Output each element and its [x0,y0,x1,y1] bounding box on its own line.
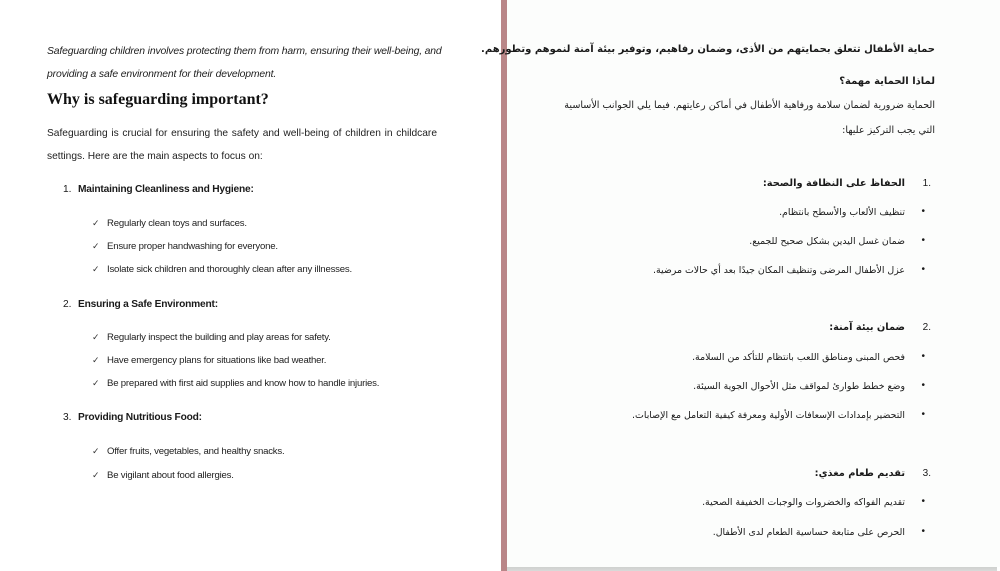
bullet-icon: • [921,351,925,362]
checkmark-icon: ✓ [92,446,100,456]
list-section-title: 3. Providing Nutritious Food: [63,412,202,423]
list-item: ✓ Offer fruits, vegetables, and healthy snacks. [92,446,285,457]
list-item-ar: • فحص المبنى ومناطق اللعب بانتظام للتأكد من السلامة. [692,351,925,363]
list-item: ✓ Be vigilant about food allergies. [92,470,234,481]
intro-paragraph: Safeguarding children involves protecting them from harm, ensuring their well-being, and providing a safe environment for their development. [47,46,442,80]
list-item: ✓ Have emergency plans for situations like bad weather. [92,355,327,366]
list-section-title-ar: 1. الحفاظ على النظافة والصحة: [762,178,931,189]
checkmark-icon: ✓ [92,241,100,251]
list-number: 2. [922,322,931,333]
list-number: 1. [922,178,931,189]
list-item-ar: • عزل الأطفال المرضى وتنظيف المكان جيدًا بعد أي حالات مرضية. [653,264,925,276]
intro-paragraph-ar: حماية الأطفال تتعلق بحمايتهم من الأذى، وضمان رفاهيم، وتوفير بيئة آمنة لنموهم وتطورهم. [481,44,935,55]
list-item: ✓ Regularly inspect the building and play areas for safety. [92,332,331,343]
list-item: ✓ Ensure proper handwashing for everyone. [92,241,278,252]
bullet-icon: • [921,206,925,217]
list-number: 2. [63,299,72,310]
list-item: ✓ Be prepared with first aid supplies and know how to handle injuries. [92,378,380,389]
bullet-icon: • [921,264,925,275]
bullet-icon: • [921,235,925,246]
list-section-title-ar: 2. ضمان بيئة آمنة: [829,322,931,333]
checkmark-icon: ✓ [92,264,100,274]
list-number: 3. [63,412,72,423]
list-item-ar: • التحضير بإمدادات الإسعافات الأولية ومعرفة كيفية التعامل مع الإصابات. [632,409,925,421]
arabic-page [481,0,1000,567]
list-number: 1. [63,184,72,195]
page-bottom-shadow [507,567,997,571]
checkmark-icon: ✓ [92,218,100,228]
bullet-icon: • [921,526,925,537]
list-item-ar: • تقديم الفواكه والخضروات والوجبات الخفيفة الصحية. [702,496,925,508]
list-item-ar: • تنظيف الألعاب والأسطح بانتظام. [779,206,925,218]
list-section-title: 1. Maintaining Cleanliness and Hygiene: [63,184,254,195]
list-section-title-ar: 3. تقديم طعام مغذي: [814,468,931,479]
list-section-title: 2. Ensuring a Safe Environment: [63,299,218,310]
list-item: ✓ Regularly clean toys and surfaces. [92,218,247,229]
list-item-ar: • ضمان غسل اليدين بشكل صحيح للجميع. [749,235,925,247]
list-item-ar: • وضع خطط طوارئ لمواقف مثل الأحوال الجوية السيئة. [693,380,925,392]
body-paragraph: Safeguarding is crucial for ensuring the safety and well-being of children in childcare settings. Here are the main aspects to focus on: [47,128,437,162]
checkmark-icon: ✓ [92,470,100,480]
section-heading: Why is safeguarding important? [47,91,269,108]
bullet-icon: • [921,409,925,420]
checkmark-icon: ✓ [92,332,100,342]
section-heading-ar: لماذا الحماية مهمة؟ [839,76,935,87]
checkmark-icon: ✓ [92,355,100,365]
body-paragraph-ar: الحماية ضرورية لضمان سلامة ورفاهية الأطفال في أماكن رعايتهم. فيما يلي الجوانب الأساسية التي يجب التركيز عليها: [564,100,935,136]
bullet-icon: • [921,496,925,507]
list-item: ✓ Isolate sick children and thoroughly clean after any illnesses. [92,264,352,275]
list-item-ar: • الحرص على متابعة حساسية الطعام لدى الأطفال. [712,526,925,538]
list-number: 3. [922,468,931,479]
bullet-icon: • [921,380,925,391]
checkmark-icon: ✓ [92,378,100,388]
